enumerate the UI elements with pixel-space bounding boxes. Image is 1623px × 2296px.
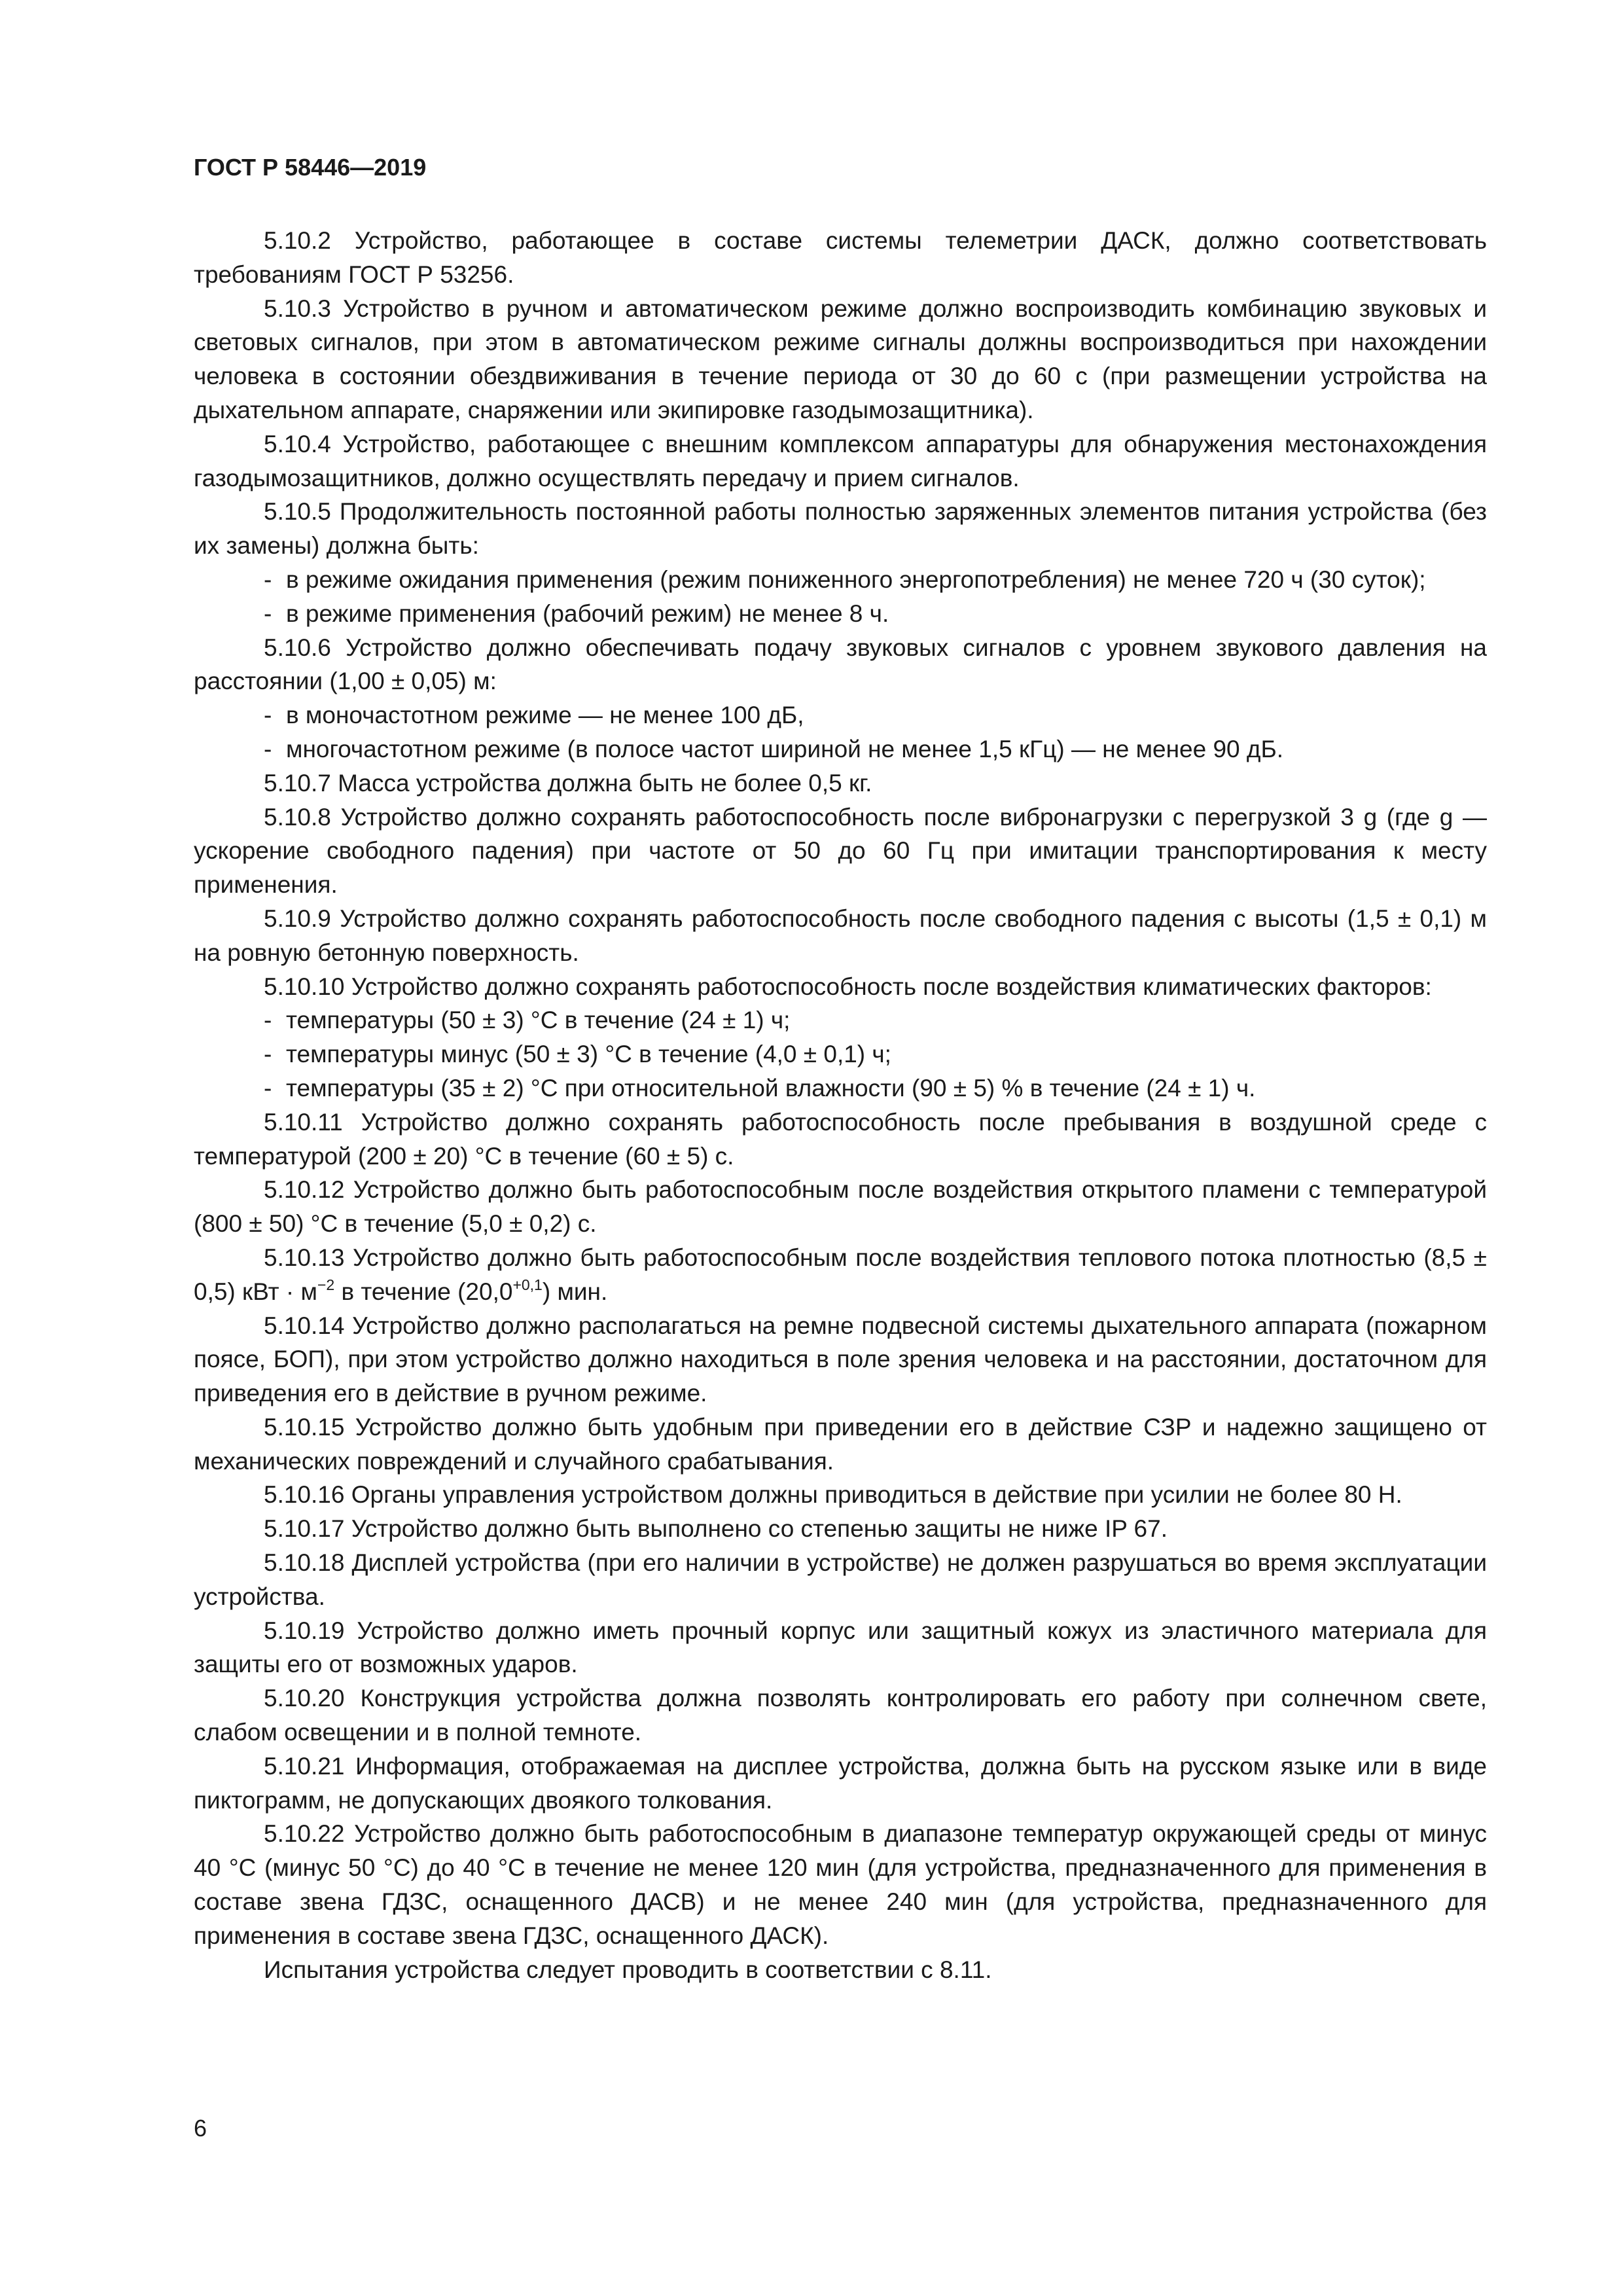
paragraph-5-10-11: 5.10.11 Устройство должно сохранять работоспособность после пребывания в воздушной среде с температурой (200 ± 20) °С в течение (60 ± 5) с.: [194, 1108, 1487, 1170]
document-body: [194, 224, 1487, 1986]
paragraph-5-10-17: 5.10.17 Устройство должно быть выполнено со степенью защиты не ниже IP 67.: [264, 1515, 1168, 1543]
paragraph-5-10-2: 5.10.2 Устройство, работающее в составе системы телеметрии ДАСК, должно соответствовать требованиям ГОСТ Р 53256.: [194, 227, 1487, 288]
list-item: - в моночастотном режиме — не менее 100 дБ,: [194, 698, 1487, 732]
paragraph-5-10-3: 5.10.3 Устройство в ручном и автоматическом режиме должно воспроизводить комбинацию звуковых и световых сигналов, при этом в автоматическом режиме сигналы должны воспроизводиться при нахождении человека в состоянии обездвиживания в течение периода от 30 до 60 с (при размещении устройства на дыхательном аппарате, снаряжении или экипировке газодымозащитника).: [194, 295, 1487, 423]
list-item: - многочастотном режиме (в полосе частот шириной не менее 1,5 кГц) — не менее 90 дБ.: [194, 732, 1487, 766]
list-item: - температуры (35 ± 2) °С при относительной влажности (90 ± 5) % в течение (24 ± 1) ч.: [194, 1071, 1487, 1105]
paragraph-5-10-20: 5.10.20 Конструкция устройства должна позволять контролировать его работу при солнечном свете, слабом освещении и в полной темноте.: [194, 1685, 1487, 1746]
paragraph-5-10-6: 5.10.6 Устройство должно обеспечивать подачу звуковых сигналов с уровнем звукового давления на расстоянии (1,00 ± 0,05) м:: [194, 634, 1487, 695]
list-item: - в режиме применения (рабочий режим) не менее 8 ч.: [194, 597, 1487, 631]
paragraph-5-10-9: 5.10.9 Устройство должно сохранять работоспособность после свободного падения с высоты (1,5 ± 0,1) м на ровную бетонную поверхность.: [194, 905, 1487, 966]
paragraph-5-10-15: 5.10.15 Устройство должно быть удобным при приведении его в действие СЗР и надежно защищено от механических повреждений и случайного срабатывания.: [194, 1413, 1487, 1475]
paragraph-5-10-10: 5.10.10 Устройство должно сохранять работоспособность после воздействия климатических факторов:: [264, 973, 1432, 1000]
paragraph-5-10-16: 5.10.16 Органы управления устройством должны приводиться в действие при усилии не более 80 Н.: [264, 1481, 1402, 1509]
paragraph-5-10-22: 5.10.22 Устройство должно быть работоспособным в диапазоне температур окружающей среды от минус 40 °С (минус 50 °С) до 40 °С в течение не менее 120 мин (для устройства, предназначенного для применения в составе звена ГДЗС, оснащенного ДАСВ) и не менее 240 мин (для устройства, предназначенного для применения в составе звена ГДЗС, оснащенного ДАСК).: [194, 1820, 1487, 1949]
paragraph-5-10-8: 5.10.8 Устройство должно сохранять работоспособность после вибронагрузки с перегрузкой 3 g (где g — ускорение свободного падения) при частоте от 50 до 60 Гц при имитации транспортирования к месту применения.: [194, 803, 1487, 899]
paragraph-5-10-18: 5.10.18 Дисплей устройства (при его наличии в устройстве) не должен разрушаться во время эксплуатации устройства.: [194, 1549, 1487, 1610]
list-bullet: -: [264, 600, 272, 627]
paragraph-5-10-12: 5.10.12 Устройство должно быть работоспособным после воздействия открытого пламени с температурой (800 ± 50) °С в течение (5,0 ± 0,2) с.: [194, 1176, 1487, 1238]
paragraph-5-10-14: 5.10.14 Устройство должно располагаться на ремне подвесной системы дыхательного аппарата (пожарном поясе, БОП), при этом устройство должно находиться в поле зрения человека и на расстоянии, достаточном для приведения его в действие в ручном режиме.: [194, 1312, 1487, 1407]
paragraph-5-10-7: 5.10.7 Масса устройства должна быть не более 0,5 кг.: [264, 769, 872, 797]
list-bullet: -: [264, 565, 272, 593]
paragraph-5-10-19: 5.10.19 Устройство должно иметь прочный корпус или защитный кожух из эластичного материала для защиты его от возможных ударов.: [194, 1617, 1487, 1678]
list-bullet: -: [264, 1041, 272, 1068]
list-item: - температуры минус (50 ± 3) °С в течение (4,0 ± 0,1) ч;: [194, 1037, 1487, 1071]
list-item: - температуры (50 ± 3) °С в течение (24 ± 1) ч;: [194, 1003, 1487, 1037]
list-bullet: -: [264, 1007, 272, 1034]
list-bullet: -: [264, 1074, 272, 1102]
superscript-tolerance: +0,1: [512, 1276, 543, 1293]
paragraph-5-10-4: 5.10.4 Устройство, работающее с внешним комплексом аппаратуры для обнаружения местонахождения газодымозащитников, должно осуществлять передачу и прием сигналов.: [194, 430, 1487, 492]
superscript-exponent: −2: [317, 1276, 335, 1293]
list-bullet: -: [264, 735, 272, 762]
document-code-header: ГОСТ Р 58446—2019: [194, 154, 427, 181]
list-item: - в режиме ожидания применения (режим пониженного энергопотребления) не менее 720 ч (30 суток);: [194, 563, 1487, 597]
paragraph-5-10-5: 5.10.5 Продолжительность постоянной работы полностью заряженных элементов питания устройства (без их замены) должна быть:: [194, 498, 1487, 560]
paragraph-5-10-13: 5.10.13 Устройство должно быть работоспособным после воздействия теплового потока плотностью (8,5 ± 0,5) кВт · $м^{-2}$ в течение $(20,0^{+0,1})$ мин.: [194, 1244, 1487, 1305]
paragraph-5-10-21: 5.10.21 Информация, отображаемая на дисплее устройства, должна быть на русском языке или в виде пиктограмм, не допускающих двоякого толкования.: [194, 1752, 1487, 1814]
page-number: 6: [194, 2115, 207, 2142]
paragraph-tests-reference: Испытания устройства следует проводить в соответствии с 8.11.: [264, 1956, 992, 1983]
list-bullet: -: [264, 702, 272, 729]
